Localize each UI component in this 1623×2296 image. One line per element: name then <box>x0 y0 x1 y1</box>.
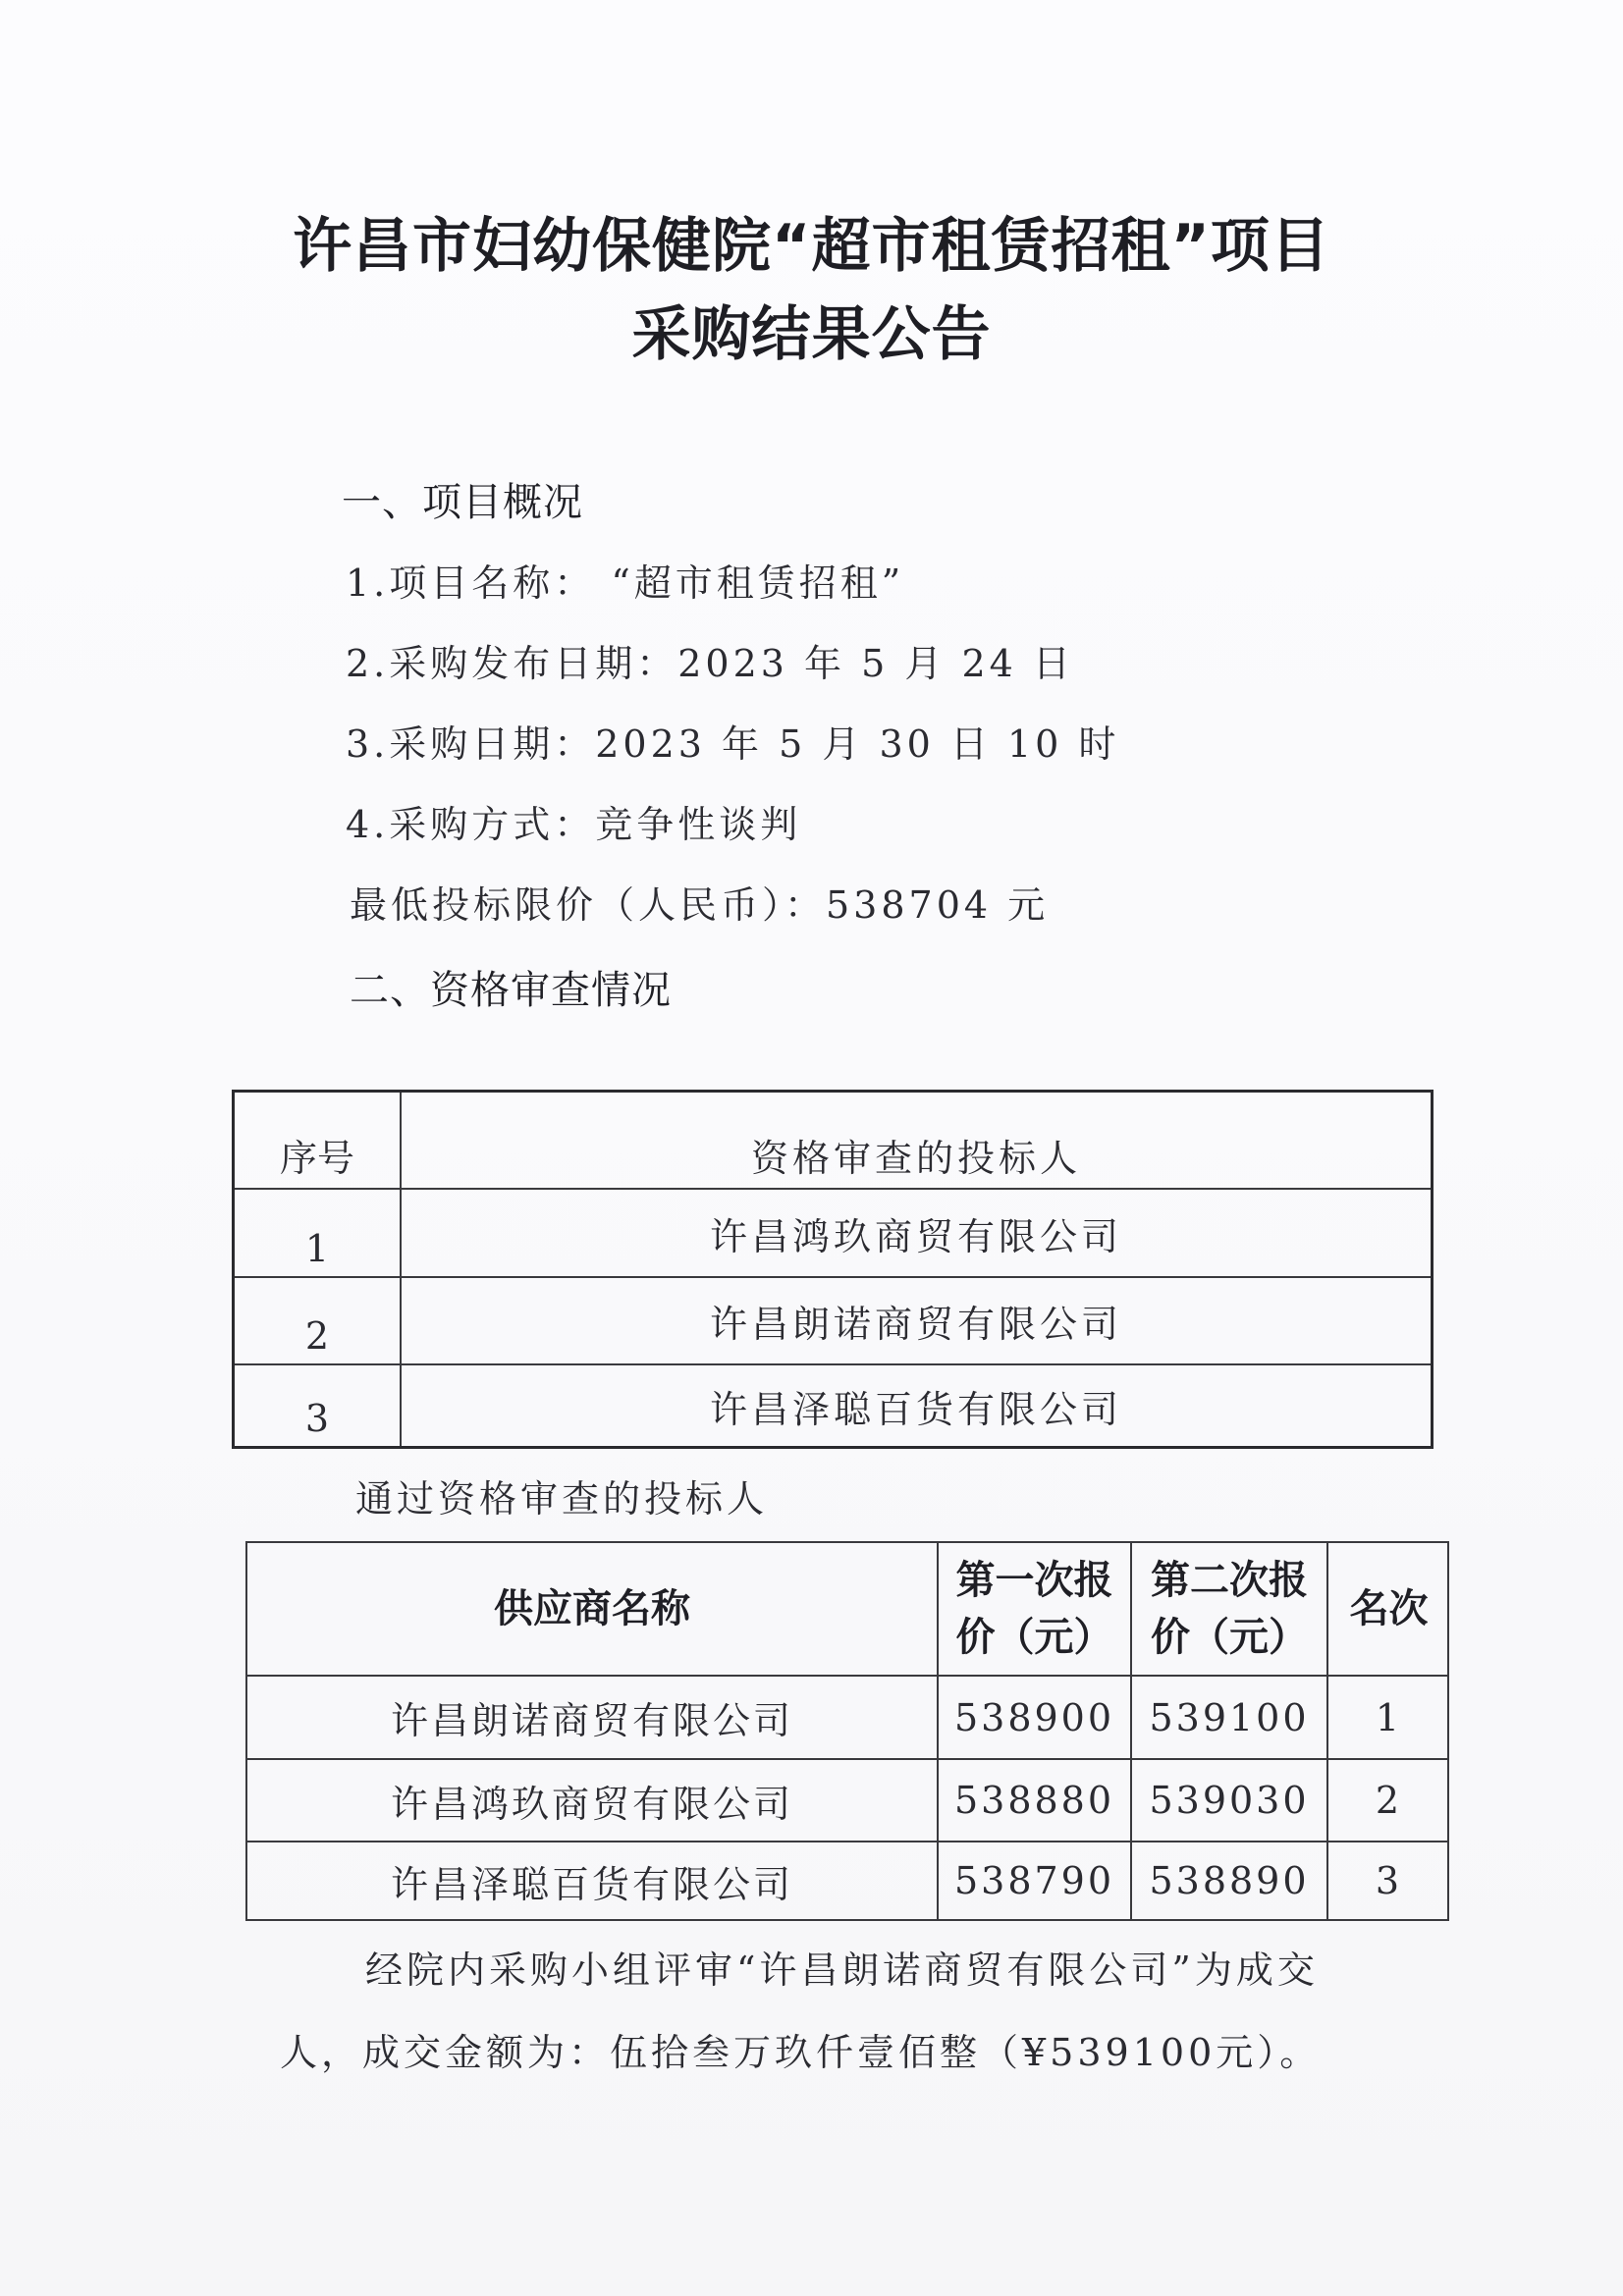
row-serial-number: 2 <box>235 1278 402 1363</box>
supplier-name: 许昌朗诺商贸有限公司 <box>247 1677 939 1758</box>
header-serial-number: 序号 <box>235 1093 402 1188</box>
section-1-heading: 一、项目概况 <box>342 480 583 525</box>
rank: 2 <box>1375 1779 1403 1822</box>
document-title-line-1: 许昌市妇幼保健院“超市租赁招租”项目 <box>293 212 1330 281</box>
purchase-date-item: 3.采购日期：2023 年 5 月 30 日 10 时 <box>346 722 1120 766</box>
price-limit-item: 最低投标限价（人民币）：538704 元 <box>350 883 1050 927</box>
header-supplier-name: 供应商名称 <box>247 1543 939 1675</box>
qualification-table <box>232 1090 1434 1449</box>
header-rank: 名次 <box>1349 1586 1429 1631</box>
table-row <box>235 1190 1431 1278</box>
supplier-name: 许昌泽聪百货有限公司 <box>247 1842 939 1919</box>
purchase-method-item: 4.采购方式：竞争性谈判 <box>346 803 802 846</box>
row-bidder-name: 许昌鸿玖商贸有限公司 <box>709 1214 1122 1258</box>
quotation-table-header <box>247 1543 1447 1677</box>
table-row <box>247 1677 1447 1760</box>
second-quote: 539030 <box>1132 1760 1328 1841</box>
table-row <box>235 1278 1431 1365</box>
conclusion-line-1: 经院内采购小组评审“许昌朗诺商贸有限公司”为成交 <box>365 1949 1319 1992</box>
header-first-quote: 第一次报价（元） <box>939 1543 1132 1675</box>
row-bidder-name: 许昌朗诺商贸有限公司 <box>709 1303 1122 1346</box>
first-quote: 538790 <box>939 1842 1132 1919</box>
document-title-line-2: 采购结果公告 <box>631 300 992 369</box>
row-serial-number: 3 <box>235 1365 402 1446</box>
conclusion-line-2: 人，成交金额为：伍拾叁万玖仟壹佰整（¥539100元）。 <box>280 2031 1322 2074</box>
section-2-heading: 二、资格审查情况 <box>350 968 672 1013</box>
second-quote: 539100 <box>1132 1677 1328 1758</box>
qualification-table-header <box>235 1093 1431 1190</box>
first-quote: 538880 <box>939 1760 1132 1841</box>
supplier-name: 许昌鸿玖商贸有限公司 <box>247 1760 939 1841</box>
publish-date-item: 2.采购发布日期：2023 年 5 月 24 日 <box>346 642 1074 685</box>
rank: 3 <box>1375 1859 1403 1902</box>
header-second-quote: 第二次报价（元） <box>1132 1543 1328 1675</box>
second-quote: 538890 <box>1132 1842 1328 1919</box>
row-serial-number: 1 <box>235 1190 402 1276</box>
table-row <box>247 1760 1447 1842</box>
header-bidder: 资格审查的投标人 <box>750 1137 1081 1180</box>
qualified-bidders-caption: 通过资格审查的投标人 <box>355 1477 769 1521</box>
row-bidder-name: 许昌泽聪百货有限公司 <box>709 1387 1122 1431</box>
project-name-item: 1.项目名称： “超市租赁招租” <box>346 561 905 605</box>
table-row <box>235 1365 1431 1446</box>
rank: 1 <box>1375 1695 1403 1739</box>
quotation-table <box>245 1541 1449 1921</box>
first-quote: 538900 <box>939 1677 1132 1758</box>
table-row <box>247 1842 1447 1919</box>
